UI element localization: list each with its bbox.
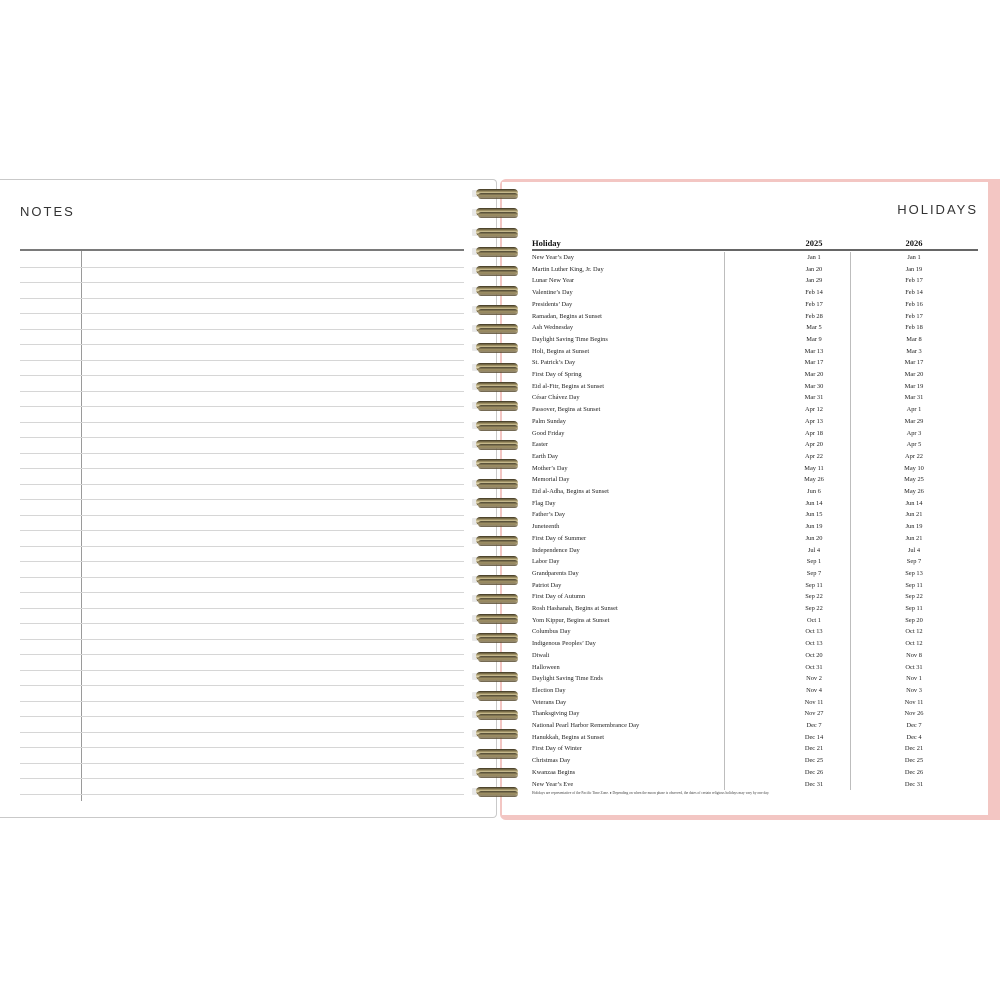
date-2025: Dec 21 (804, 745, 824, 753)
date-2026: Sep 11 (905, 581, 923, 589)
date-2025: Feb 28 (805, 312, 823, 320)
holiday-name: Eid al-Fitr, Begins at Sunset (532, 382, 604, 390)
spiral-coil (472, 497, 524, 509)
date-2025: Oct 31 (805, 663, 823, 671)
table-row (532, 673, 978, 685)
table-row (532, 498, 978, 510)
date-2026: Oct 31 (905, 663, 923, 671)
date-2026: May 25 (904, 476, 924, 484)
holiday-name: Presidents’ Day (532, 300, 573, 308)
table-row (532, 603, 978, 615)
page-title: HOLIDAYS (897, 202, 978, 217)
date-2026: Mar 20 (904, 371, 924, 378)
holiday-name: César Chávez Day (532, 394, 580, 402)
date-2026: Jan 19 (905, 265, 923, 273)
holidays-page (502, 182, 988, 815)
holiday-name: Earth Day (532, 452, 559, 460)
date-2026: Apr 22 (905, 452, 923, 460)
holiday-name: Columbus Day (532, 628, 571, 636)
table-header (532, 236, 978, 250)
notes-line (20, 577, 464, 578)
date-2026: Feb 17 (905, 277, 923, 285)
spiral-coil (472, 246, 524, 258)
spiral-coil (472, 285, 524, 297)
date-2025: Apr 22 (805, 452, 823, 460)
notes-line (20, 468, 464, 469)
spiral-coil (472, 709, 524, 721)
notes-lines-area (20, 249, 464, 801)
date-2025: Mar 30 (804, 382, 824, 390)
notes-line (20, 530, 464, 531)
date-2025: Apr 12 (805, 406, 823, 414)
table-row (532, 404, 978, 416)
spiral-coil (472, 304, 524, 316)
notes-line (20, 484, 464, 485)
date-2025: Nov 2 (806, 675, 822, 683)
date-2025: Jun 19 (805, 523, 823, 531)
table-row (532, 509, 978, 521)
holiday-name: Easter (532, 441, 548, 449)
table-row (532, 264, 978, 276)
date-2025: Mar 13 (804, 347, 824, 355)
spiral-coil (472, 400, 524, 412)
holiday-name: Ash Wednesday (532, 324, 574, 332)
holiday-name: First Day of Autumn (532, 593, 586, 601)
date-2026: Sep 22 (905, 593, 923, 601)
date-2025: Feb 17 (805, 300, 823, 308)
spiral-coil (472, 593, 524, 605)
date-2026: Jun 21 (905, 534, 923, 542)
date-2025: Jun 15 (805, 511, 823, 519)
spiral-coil (472, 207, 524, 219)
date-2025: Nov 11 (804, 698, 824, 706)
date-2026: Feb 18 (905, 324, 923, 332)
table-row (532, 591, 978, 603)
date-2025: Mar 17 (804, 359, 824, 367)
table-row (532, 556, 978, 568)
date-2025: Jun 6 (807, 488, 821, 495)
table-row (532, 428, 978, 440)
notes-line (20, 360, 464, 361)
notes-line (20, 778, 464, 779)
header-year-2025: 2025 (805, 238, 823, 248)
notes-line (20, 499, 464, 500)
table-row (532, 697, 978, 709)
table-row (532, 275, 978, 287)
date-2026: Mar 29 (904, 417, 924, 425)
holiday-name: Palm Sunday (532, 417, 566, 425)
spiral-coil (472, 786, 524, 798)
holiday-name: Christmas Day (532, 757, 571, 765)
holiday-name: Memorial Day (532, 476, 570, 484)
notes-line (20, 267, 464, 268)
notes-line (20, 763, 464, 764)
table-row (532, 346, 978, 358)
date-2025: Dec 26 (804, 768, 824, 776)
date-2026: Dec 21 (904, 745, 924, 753)
date-2025: Oct 13 (805, 640, 823, 648)
spiral-coil (472, 265, 524, 277)
table-row (532, 486, 978, 498)
notes-line (20, 344, 464, 345)
date-2026: Feb 14 (905, 289, 923, 297)
date-2025: Dec 14 (804, 733, 824, 741)
table-row (532, 381, 978, 393)
notes-line (20, 406, 464, 407)
table-row (532, 779, 978, 791)
date-2026: Nov 1 (906, 675, 922, 683)
spiral-coil (472, 651, 524, 663)
holiday-name: Eid al-Adha, Begins at Sunset (532, 488, 609, 495)
holiday-name: New Year’s Day (532, 254, 574, 261)
holiday-name: Mother’s Day (532, 464, 568, 472)
holiday-name: Election Day (532, 686, 566, 694)
header-rule (532, 249, 978, 251)
date-2026: Feb 17 (905, 312, 923, 320)
date-2025: Sep 1 (806, 558, 822, 566)
page-title: NOTES (20, 204, 75, 219)
table-row (532, 416, 978, 428)
table-row (532, 626, 978, 638)
spiral-coil (472, 632, 524, 644)
holiday-name: First Day of Summer (532, 534, 587, 542)
table-row (532, 369, 978, 381)
date-2025: Jan 20 (805, 265, 823, 273)
holiday-name: Good Friday (532, 429, 565, 437)
holiday-name: Passover, Begins at Sunset (532, 406, 601, 414)
table-row (532, 732, 978, 744)
date-2026: Jul 4 (907, 546, 921, 554)
holiday-name: Daylight Saving Time Ends (532, 675, 603, 683)
table-row (532, 755, 978, 767)
date-2026: Jan 1 (907, 254, 921, 261)
date-2026: Sep 13 (905, 569, 923, 577)
date-2025: Feb 14 (805, 289, 823, 297)
date-2025: Dec 7 (806, 722, 822, 729)
date-2026: Mar 3 (906, 347, 922, 355)
footnote: Holidays are representative of the Pacific Time Zone. ♦ Depending on when the moon phase is observed, the dates of certain religious holidays may vary by one day. (532, 791, 770, 795)
table-row (532, 638, 978, 650)
date-2026: Jun 19 (905, 523, 923, 531)
date-2025: Apr 13 (805, 417, 823, 425)
table-row (532, 474, 978, 486)
spiral-coil (472, 690, 524, 702)
table-row (532, 767, 978, 779)
date-2025: Mar 31 (804, 394, 824, 402)
spiral-coil (472, 613, 524, 625)
date-2026: Nov 3 (906, 686, 922, 694)
holiday-name: Diwali (532, 651, 550, 659)
date-2026: May 10 (904, 464, 924, 472)
holiday-name: Lunar New Year (532, 277, 575, 285)
table-row (532, 463, 978, 475)
holiday-name: First Day of Spring (532, 371, 582, 378)
spiral-coil (472, 458, 524, 470)
date-2026: Nov 8 (906, 651, 922, 659)
holiday-name: National Pearl Harbor Remembrance Day (532, 722, 640, 729)
holiday-name: Labor Day (532, 558, 560, 566)
notes-line (20, 561, 464, 562)
spiral-coil (472, 362, 524, 374)
table-row (532, 685, 978, 697)
date-2026: Mar 8 (906, 335, 922, 343)
spiral-coil (472, 767, 524, 779)
date-2025: Oct 1 (806, 616, 822, 624)
holiday-name: Daylight Saving Time Begins (532, 335, 608, 343)
date-2025: Apr 20 (805, 441, 823, 449)
spiral-coil (472, 535, 524, 547)
holiday-name: Flag Day (532, 499, 556, 507)
date-2025: Nov 4 (806, 686, 822, 694)
notes-line (20, 422, 464, 423)
table-row (532, 311, 978, 323)
spiral-coil (472, 555, 524, 567)
date-2025: Dec 25 (804, 757, 824, 765)
notes-line (20, 794, 464, 795)
notes-line (20, 391, 464, 392)
holiday-name: Father’s Day (532, 511, 566, 519)
date-2025: Sep 7 (806, 569, 822, 577)
holiday-name: Grandparents Day (532, 569, 579, 577)
notes-page (0, 179, 497, 818)
notes-line (20, 639, 464, 640)
holiday-name: Thanksgiving Day (532, 710, 580, 718)
holiday-name: Martin Luther King, Jr. Day (532, 265, 604, 273)
date-2026: Mar 19 (904, 382, 924, 390)
date-2026: Sep 7 (906, 558, 922, 566)
spiral-coil (472, 439, 524, 451)
table-row (532, 743, 978, 755)
notes-line (20, 592, 464, 593)
date-2026: Oct 12 (905, 628, 923, 636)
table-row (532, 322, 978, 334)
date-2025: Jun 20 (805, 534, 823, 542)
date-2025: Dec 31 (804, 780, 824, 788)
notes-line (20, 282, 464, 283)
notes-line (20, 747, 464, 748)
table-row (532, 708, 978, 720)
header-year-2026: 2026 (905, 238, 923, 248)
date-2025: Sep 22 (805, 605, 823, 612)
date-2025: Mar 9 (806, 335, 822, 343)
holiday-name: Rosh Hashanah, Begins at Sunset (532, 605, 618, 612)
holiday-name: Indigenous Peoples’ Day (532, 640, 596, 648)
notes-line (20, 313, 464, 314)
date-2026: Dec 4 (906, 733, 922, 741)
notes-line (20, 716, 464, 717)
notes-line (20, 546, 464, 547)
table-row (532, 392, 978, 404)
date-2026: Dec 31 (904, 780, 924, 788)
notes-line (20, 515, 464, 516)
holiday-name: Halloween (532, 663, 560, 671)
date-2026: Feb 16 (905, 300, 923, 308)
date-2025: Sep 22 (805, 593, 823, 601)
table-row (532, 533, 978, 545)
notes-top-rule (20, 249, 464, 251)
date-2026: Apr 5 (906, 441, 922, 449)
date-2026: Apr 1 (906, 406, 922, 414)
spiral-coil (472, 420, 524, 432)
notes-line (20, 670, 464, 671)
notes-line (20, 701, 464, 702)
notes-line (20, 375, 464, 376)
table-row (532, 357, 978, 369)
table-row (532, 580, 978, 592)
date-2025: Nov 27 (804, 710, 824, 718)
holiday-name: Kwanzaa Begins (532, 768, 576, 776)
holiday-name: St. Patrick’s Day (532, 359, 576, 367)
date-2026: Jun 14 (905, 499, 923, 507)
table-row (532, 451, 978, 463)
date-2025: Oct 20 (805, 651, 823, 659)
holiday-name: Juneteenth (532, 523, 560, 531)
date-2026: Dec 26 (904, 768, 924, 776)
spiral-coil (472, 342, 524, 354)
date-2025: Mar 20 (804, 371, 824, 378)
date-2025: Jun 14 (805, 499, 823, 507)
date-2025: Jan 29 (805, 277, 823, 285)
spiral-coil (472, 748, 524, 760)
holiday-name: Veterans Day (532, 698, 567, 706)
date-2025: Apr 18 (805, 429, 823, 437)
date-2025: Jul 4 (807, 546, 821, 554)
notes-line (20, 329, 464, 330)
notes-line (20, 453, 464, 454)
holiday-name: Ramadan, Begins at Sunset (532, 312, 602, 320)
date-2025: Oct 13 (805, 628, 823, 636)
table-row (532, 252, 978, 264)
date-2025: Jan 1 (807, 254, 821, 261)
holiday-name: Hanukkah, Begins at Sunset (532, 733, 605, 741)
spiral-coil (472, 516, 524, 528)
table-row (532, 521, 978, 533)
table-row (532, 662, 978, 674)
header-holiday: Holiday (532, 238, 561, 248)
spiral-coil (472, 478, 524, 490)
table-row (532, 568, 978, 580)
date-2026: Dec 25 (904, 757, 924, 765)
table-row (532, 720, 978, 732)
date-2025: Mar 5 (806, 324, 822, 332)
spiral-coil (472, 574, 524, 586)
date-2025: May 11 (804, 464, 824, 472)
table-row (532, 287, 978, 299)
date-2025: May 26 (804, 476, 824, 484)
holiday-name: Valentine’s Day (532, 289, 573, 297)
spiral-coil (472, 671, 524, 683)
holiday-name: Independence Day (532, 546, 580, 554)
table-row (532, 299, 978, 311)
date-2025: Sep 11 (805, 581, 823, 589)
date-2026: Nov 26 (904, 710, 924, 718)
table-row (532, 334, 978, 346)
holiday-name: New Year’s Eve (532, 780, 574, 788)
spiral-coil (472, 381, 524, 393)
spiral-coil (472, 728, 524, 740)
date-2026: Sep 20 (905, 616, 923, 624)
notes-line (20, 654, 464, 655)
date-2026: Sep 11 (905, 605, 923, 612)
notes-line (20, 732, 464, 733)
notes-line (20, 608, 464, 609)
table-row (532, 615, 978, 627)
date-2026: Oct 12 (905, 640, 923, 648)
table-row (532, 545, 978, 557)
notes-margin-line (81, 251, 82, 801)
date-2026: Nov 11 (904, 698, 924, 706)
date-2026: Dec 7 (906, 722, 922, 729)
notes-line (20, 437, 464, 438)
date-2026: Mar 31 (904, 394, 924, 402)
holiday-name: Yom Kippur, Begins at Sunset (532, 616, 610, 624)
date-2026: Mar 17 (904, 359, 924, 367)
date-2026: Apr 3 (906, 429, 922, 437)
date-2026: Jun 21 (905, 511, 923, 519)
notes-line (20, 298, 464, 299)
spiral-coil (472, 188, 524, 200)
spiral-binding (472, 188, 524, 813)
spiral-coil (472, 323, 524, 335)
holiday-name: Patriot Day (532, 581, 562, 589)
holiday-name: Holi, Begins at Sunset (532, 347, 590, 355)
holiday-name: First Day of Winter (532, 745, 582, 753)
date-2026: May 26 (904, 488, 924, 495)
notes-line (20, 623, 464, 624)
table-row (532, 439, 978, 451)
table-row (532, 650, 978, 662)
notes-line (20, 685, 464, 686)
spiral-coil (472, 227, 524, 239)
